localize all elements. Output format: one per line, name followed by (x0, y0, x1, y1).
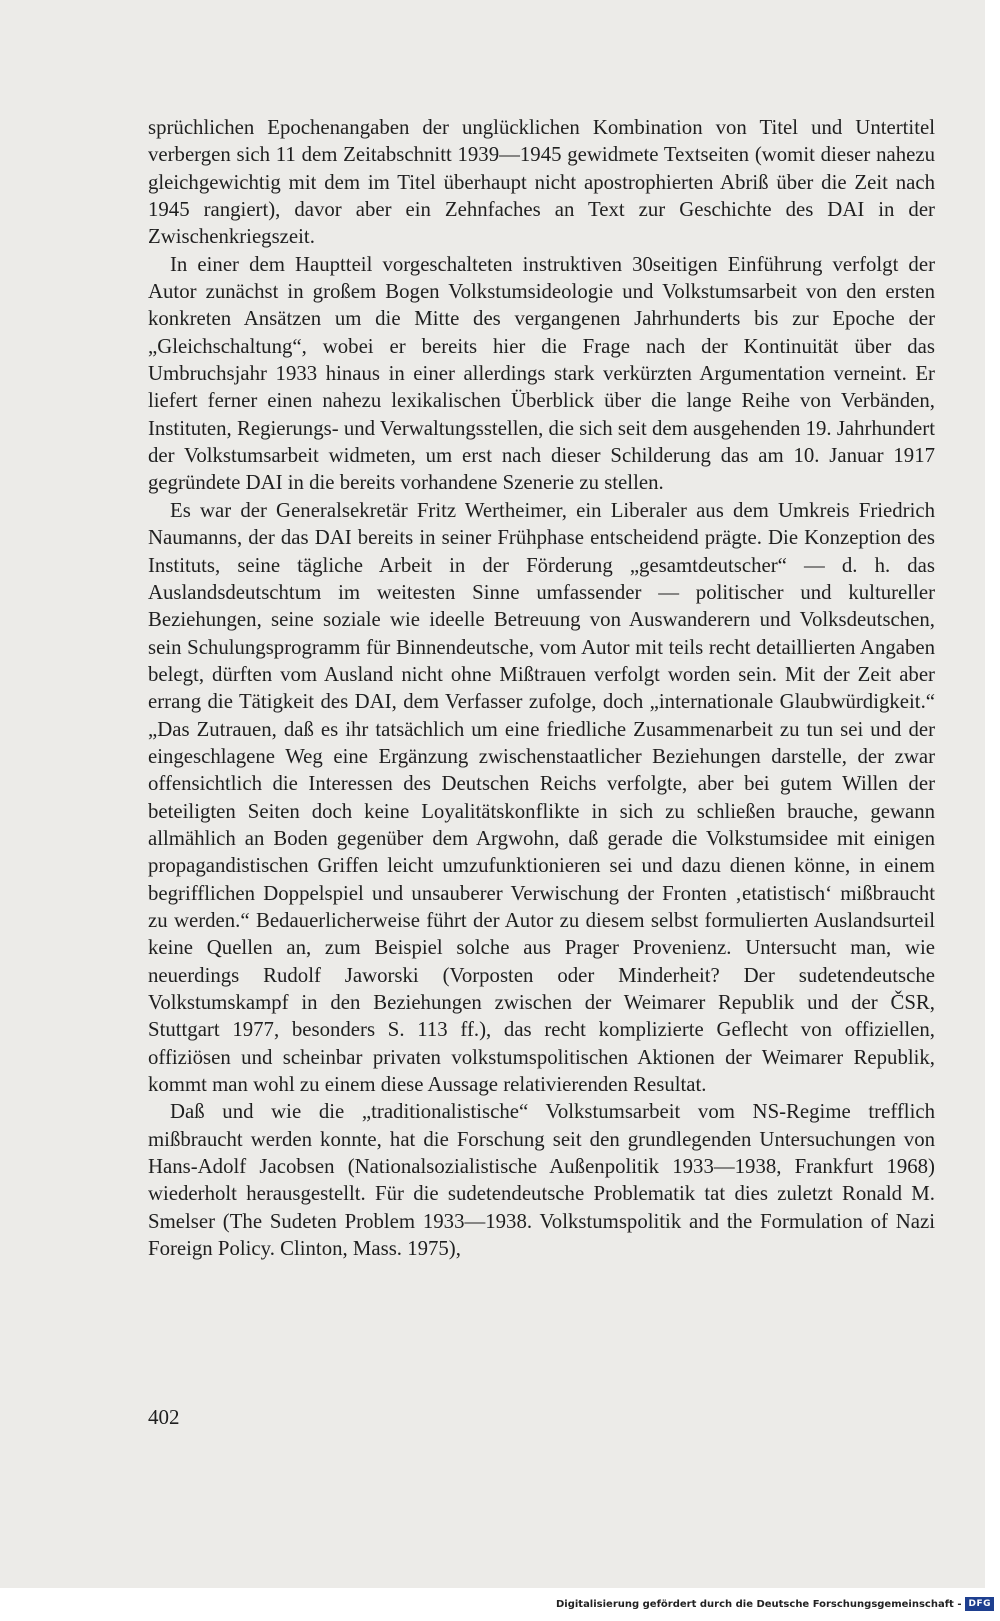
digitization-footer (556, 1597, 994, 1611)
paragraph-3: Es war der Generalsekretär Fritz Wertheimer, ein Liberaler aus dem Umkreis Friedrich Naumanns, der das DAI bereits in seiner Frühphase entscheidend prägte. Die Konzeption des Instituts, seine tägliche Arbeit in der Förderung „gesamtdeutscher“ — d. h. das Auslandsdeutschtum im weitesten Sinne umfassender — politischer und kultureller Beziehungen, seine soziale wie ideelle Betreuung von Auswanderern und Volksdeutschen, sein Schulungsprogramm für Binnendeutsche, vom Autor mit teils recht detaillierten Angaben belegt, dürften vom Ausland nicht ohne Mißtrauen verfolgt worden sein. Mit der Zeit aber errang die Tätigkeit des DAI, dem Verfasser zufolge, doch „internationale Glaubwürdigkeit.“ „Das Zutrauen, daß es ihr tatsächlich um eine friedliche Zusammenarbeit zu tun sei und der eingeschlagene Weg eine Ergänzung zwischenstaatlicher Beziehungen darstelle, der zwar offensichtlich die Interessen des Deutschen Reichs verfolgte, aber bei gutem Willen der beteiligten Seiten doch keine Loyalitätskonflikte in sich zu schließen brauche, gewann allmählich an Boden gegenüber dem Argwohn, daß gerade die Volkstumsidee mit einigen propagandistischen Griffen leicht umzufunktionieren sei und dazu dienen könne, in einem begrifflichen Doppelspiel und unsauberer Verwischung der Fronten ‚etatistisch‘ mißbraucht zu werden.“ Bedauerlicherweise führt der Autor zu diesem selbst formulierten Auslandsurteil keine Quellen an, zum Beispiel solche aus Prager Provenienz. Untersucht man, wie neuerdings Rudolf Jaworski (Vorposten oder Minderheit? Der sudetendeutsche Volkstumskampf in den Beziehungen zwischen der Weimarer Republik und der ČSR, Stuttgart 1977, besonders S. 113 ff.), das recht komplizierte Geflecht von offiziellen, offiziösen und scheinbar privaten volkstumspolitischen Aktionen der Weimarer Republik, kommt man wohl zu einem diese Aussage relativierenden Resultat. (148, 498, 935, 1097)
page-number: 402 (148, 1405, 180, 1429)
dfg-logo: DFG (965, 1597, 994, 1611)
paragraph-1: sprüchlichen Epochenangaben der unglücklichen Kombination von Titel und Untertitel verbergen sich 11 dem Zeitabschnitt 1939—1945 gewidmete Textseiten (womit dieser nahezu gleichgewichtig mit dem im Titel überhaupt nicht apostrophierten Abriß über die Zeit nach 1945 rangiert), davor aber ein Zehnfaches an Text zur Geschichte des DAI in der Zwischenkriegszeit. (148, 116, 935, 249)
paragraph-4: Daß und wie die „traditionalistische“ Volkstumsarbeit vom NS-Regime trefflich mißbraucht werden konnte, hat die Forschung seit den grundlegenden Untersuchungen von Hans-Adolf Jacobsen (Nationalsozialistische Außenpolitik 1933—1938, Frankfurt 1968) wiederholt herausgestellt. Für die sudetendeutsche Problematik tat dies zuletzt Ronald M. Smelser (The Sudeten Problem 1933—1938. Volkstumspolitik and the Formulation of Nazi Foreign Policy. Clinton, Mass. 1975), (148, 1100, 935, 1261)
body-text (148, 114, 935, 1262)
paragraph-2: In einer dem Hauptteil vorgeschalteten instruktiven 30seitigen Einführung verfolgt der Autor zunächst in großem Bogen Volkstumsideologie und Volkstumsarbeit von den ersten konkreten Ansätzen um die Mitte des vergangenen Jahrhunderts bis zur Epoche der „Gleichschaltung“, wobei er bereits hier die Frage nach der Kontinuität über das Umbruchsjahr 1933 hinaus in einer allerdings stark verkürzten Argumentation verneint. Er liefert ferner einen nahezu lexikalischen Überblick über die lange Reihe von Verbänden, Instituten, Regierungs- und Verwaltungsstellen, die sich seit dem ausgehenden 19. Jahrhundert der Volkstumsarbeit widmeten, um erst nach dieser Schilderung das am 10. Januar 1917 gegründete DAI in die bereits vorhandene Szenerie zu stellen. (148, 252, 935, 495)
footer-credit: Digitalisierung gefördert durch die Deutsche Forschungsgemeinschaft - (555, 1598, 962, 1610)
